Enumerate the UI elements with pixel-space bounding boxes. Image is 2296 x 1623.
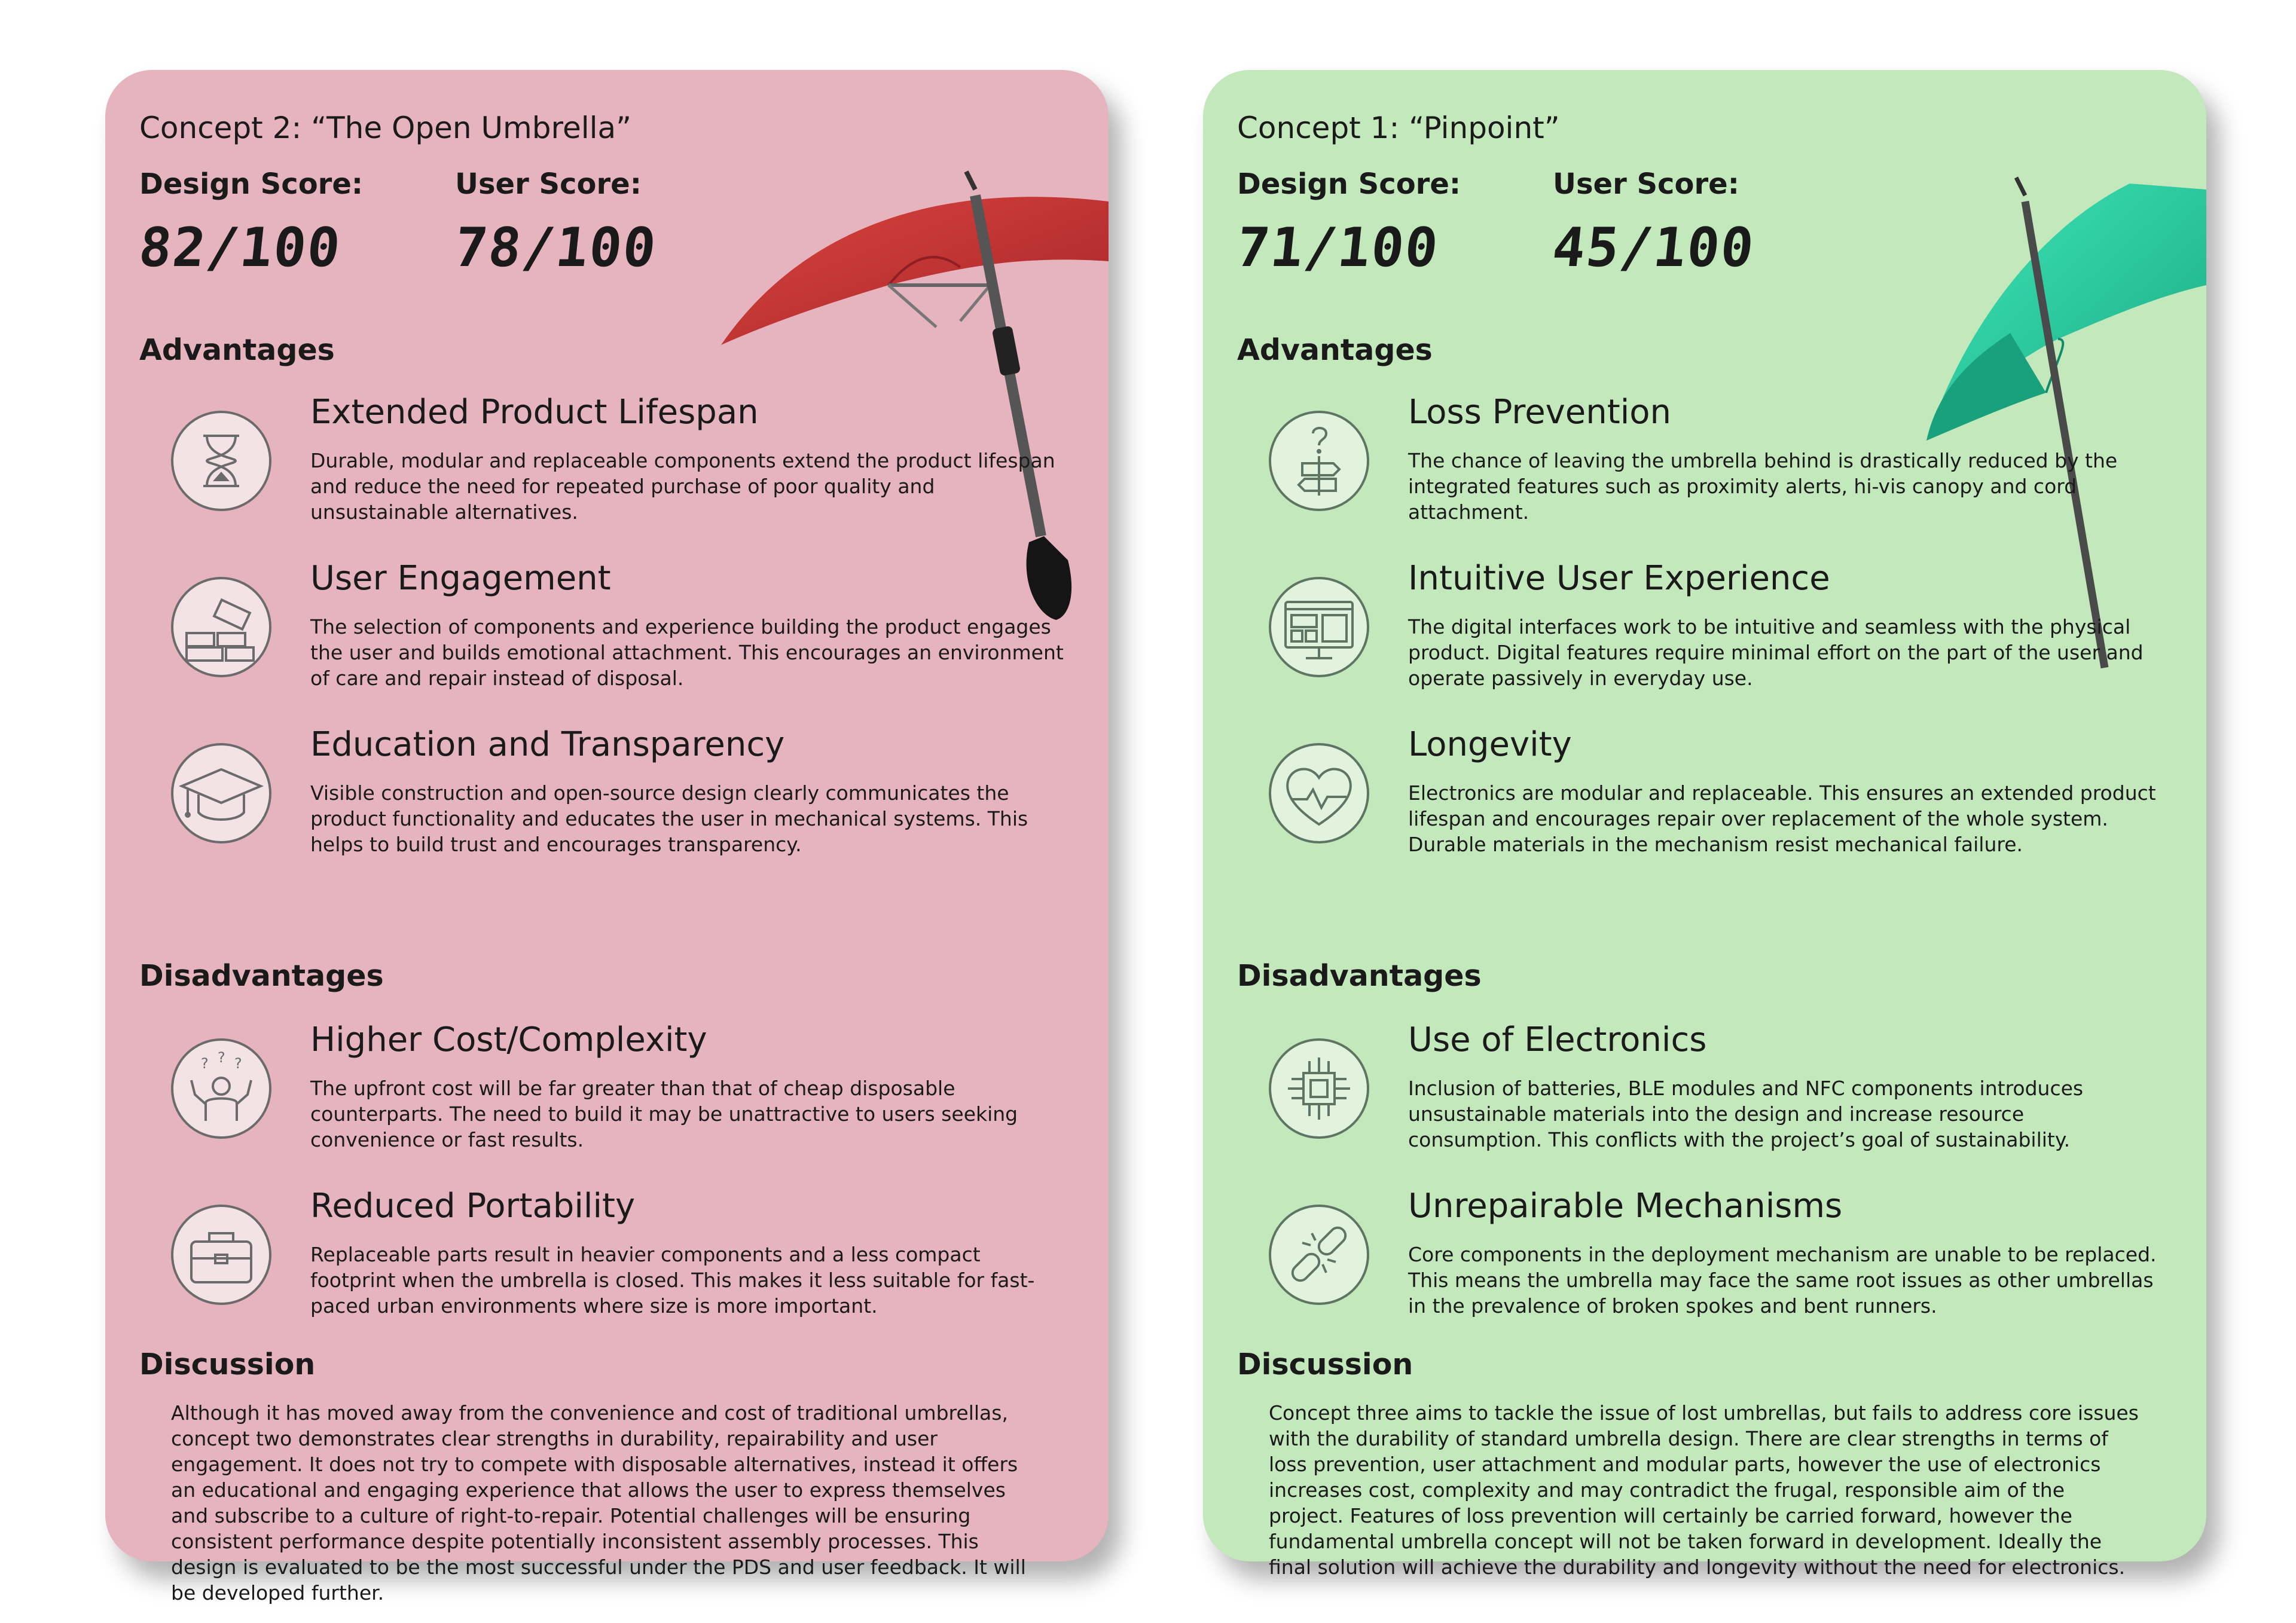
discussion-body: Concept three aims to tackle the issue of lost umbrellas, but fails to address core issues with the durability of standard umbrella design. There are clear strengths in terms of loss prevention, user attachment and modular parts, however the use of electronics increases cost, complexity and may contradict the frugal, responsible aim of the project. Features of loss prevention will certainly be carried forward, however the fundamental umbrella concept will not be taken forward in development. Ideally the final solution will achieve the durability and longevity without the need for electronics. bbox=[1269, 1401, 2139, 1579]
advantage-title: Extended Product Lifespan bbox=[310, 393, 759, 432]
disadvantage-body: The upfront cost will be far greater than that of cheap disposable counterparts. The need to build it may be unattractive to users seeking convenience or fast results. bbox=[310, 1077, 1018, 1151]
advantage-title: User Engagement bbox=[310, 559, 611, 598]
teal-umbrella-illustration bbox=[1819, 106, 2206, 680]
concept-card-open-umbrella bbox=[105, 70, 1109, 1604]
red-umbrella-illustration bbox=[709, 106, 1109, 632]
graduation-cap-icon bbox=[170, 742, 273, 845]
heart-pulse-icon bbox=[1268, 742, 1370, 845]
monitor-interface-icon bbox=[1268, 576, 1370, 678]
design-score-label: Design Score: bbox=[1237, 167, 1461, 201]
toolbox-icon bbox=[170, 1203, 273, 1306]
discussion-heading: Discussion bbox=[139, 1347, 316, 1381]
svg-text:?: ? bbox=[234, 1055, 242, 1072]
advantages-heading: Advantages bbox=[139, 333, 335, 367]
concept-title: Concept 2: “The Open Umbrella” bbox=[139, 111, 632, 145]
advantage-body: The selection of components and experience building the product engages the user and builds emotional attachment. This encourages an environment of care and repair instead of disposal. bbox=[310, 615, 1064, 690]
disadvantage-title: Reduced Portability bbox=[310, 1187, 636, 1225]
hourglass-icon bbox=[170, 409, 273, 512]
confused-person-icon bbox=[170, 1037, 273, 1140]
advantage-title: Longevity bbox=[1408, 725, 1572, 764]
advantages-heading: Advantages bbox=[1237, 333, 1433, 367]
svg-text:?: ? bbox=[201, 1055, 209, 1072]
discussion-heading: Discussion bbox=[1237, 1347, 1413, 1381]
advantage-body: Visible construction and open-source design clearly communicates the product functionality and educates the user in mechanical systems. This helps to build trust and encourages transparency. bbox=[310, 781, 1028, 856]
advantage-title: Education and Transparency bbox=[310, 725, 785, 764]
concept-card-pinpoint bbox=[1203, 70, 2206, 1579]
user-score-label: User Score: bbox=[1553, 167, 1739, 201]
user-score-value: 78/100 bbox=[451, 216, 660, 279]
design-score-value: 82/100 bbox=[136, 216, 344, 279]
disadvantage-title: Use of Electronics bbox=[1408, 1020, 1707, 1059]
disadvantage-body: Core components in the deployment mechanism are unable to be replaced. This means the umbrella may face the same root issues as other umbrellas in the prevalence of broken spokes and bent runners. bbox=[1408, 1243, 2157, 1318]
disadvantage-body: Inclusion of batteries, BLE modules and NFC components introduces unsustainable materials into the design and increase resource consumption. This conflicts with the project’s goal of sustainability. bbox=[1408, 1077, 2084, 1151]
svg-text:?: ? bbox=[218, 1049, 225, 1066]
advantage-body: The digital interfaces work to be intuitive and seamless with the physical product. Digital features require minimal effort on the part of the user and operate passively in everyday use. bbox=[1408, 615, 2144, 690]
advantage-body: Electronics are modular and replaceable. This ensures an extended product lifespan and encourages repair over replacement of the whole system. Durable materials in the mechanism resist mechanical failure. bbox=[1408, 781, 2156, 856]
advantage-body: Durable, modular and replaceable components extend the product lifespan and reduce the need for repeated purchase of poor quality and unsustainable alternatives. bbox=[310, 449, 1055, 524]
building-blocks-icon bbox=[170, 576, 273, 678]
user-score-label: User Score: bbox=[455, 167, 642, 201]
disadvantages-heading: Disadvantages bbox=[139, 959, 384, 993]
user-score-value: 45/100 bbox=[1549, 216, 1758, 279]
broken-chain-icon bbox=[1268, 1203, 1370, 1306]
discussion-body: Although it has moved away from the convenience and cost of traditional umbrellas, concept two demonstrates clear strengths in durability, repairability and user engagement. It does not try to compete with disposable alternatives, instead it offers an educational and engaging experience that allows the user to express themselves and subscribe to a culture of right-to-repair. Potential challenges will be ensuring consistent performance despite potentially inconsistent assembly processes. This design is evaluated to be the most successful under the PDS and user feedback. It will be developed further. bbox=[171, 1401, 1026, 1604]
advantage-title: Intuitive User Experience bbox=[1408, 559, 1830, 598]
signpost-question-icon bbox=[1268, 409, 1370, 512]
advantage-body: The chance of leaving the umbrella behind is drastically reduced by the integrated features such as proximity alerts, hi-vis canopy and cord attachment. bbox=[1408, 449, 2118, 524]
advantage-title: Loss Prevention bbox=[1408, 393, 1672, 432]
disadvantage-title: Higher Cost/Complexity bbox=[310, 1020, 707, 1059]
concept-title: Concept 1: “Pinpoint” bbox=[1237, 111, 1560, 145]
design-score-label: Design Score: bbox=[139, 167, 364, 201]
disadvantage-title: Unrepairable Mechanisms bbox=[1408, 1187, 1843, 1225]
disadvantages-heading: Disadvantages bbox=[1237, 959, 1482, 993]
design-score-value: 71/100 bbox=[1234, 216, 1442, 279]
disadvantage-body: Replaceable parts result in heavier components and a less compact footprint when the umbrella is closed. This makes it less suitable for fast-paced urban environments where size is more important. bbox=[310, 1243, 1035, 1318]
microchip-icon bbox=[1268, 1037, 1370, 1140]
